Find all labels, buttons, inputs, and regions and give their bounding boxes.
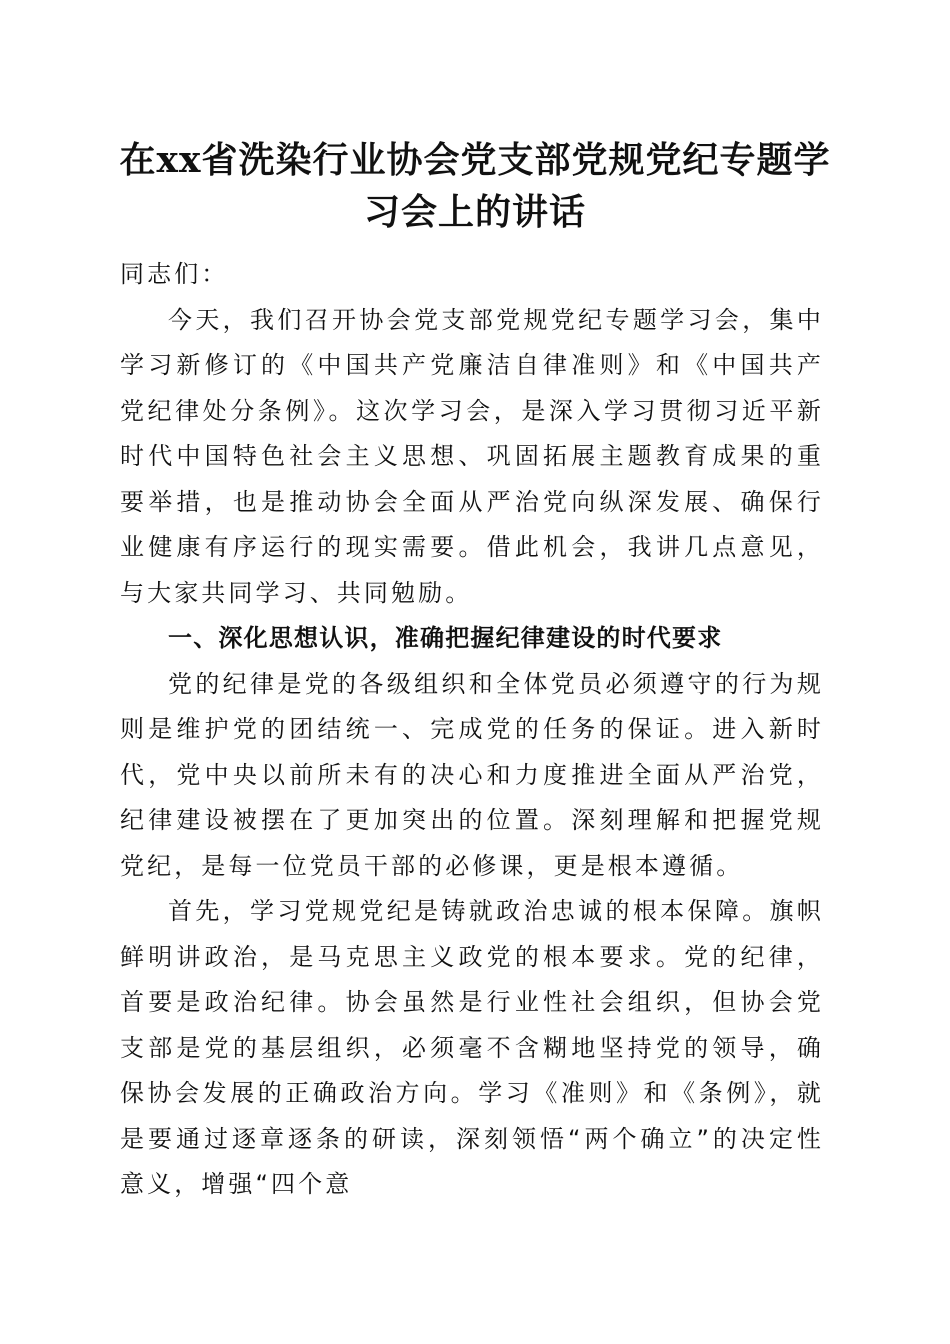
body-paragraph: 首先，学习党规党纪是铸就政治忠诚的根本保障。旗帜鲜明讲政治，是马克思主义政党的根本要求。党的纪律，首要是政治纪律。协会虽然是行业性社会组织，但协会党支部是党的基层组织，必须毫不含糊地坚持党的领导，确保协会发展的正确政治方向。学习《准则》和《条例》，就是要通过逐章逐条的研读，深刻领悟“两个确立”的决定性意义，增强“四个意 (120, 897, 824, 1198)
document-body (120, 252, 824, 1208)
section-heading: 一、深化思想认识，准确把握纪律建设的时代要求 (168, 624, 723, 652)
document-title: 在xx省洗染行业协会党支部党规党纪专题学习会上的讲话 (119, 139, 831, 233)
salutation: 同志们： (120, 260, 229, 288)
intro-paragraph: 今天，我们召开协会党支部党规党纪专题学习会，集中学习新修订的《中国共产党廉洁自律准则》和《中国共产党纪律处分条例》。这次学习会，是深入学习贯彻习近平新时代中国特色社会主义思想、巩固拓展主题教育成果的重要举措，也是推动协会全面从严治党向纵深发展、确保行业健康有序运行的现实需要。借此机会，我讲几点意见，与大家共同学习、共同勉励。 (120, 305, 824, 607)
body-paragraph: 党的纪律是党的各级组织和全体党员必须遵守的行为规则是维护党的团结统一、完成党的任务的保证。进入新时代，党中央以前所未有的决心和力度推进全面从严治党，纪律建设被摆在了更加突出的位置。深刻理解和把握党规党纪，是每一位党员干部的必修课，更是根本遵循。 (120, 669, 824, 880)
